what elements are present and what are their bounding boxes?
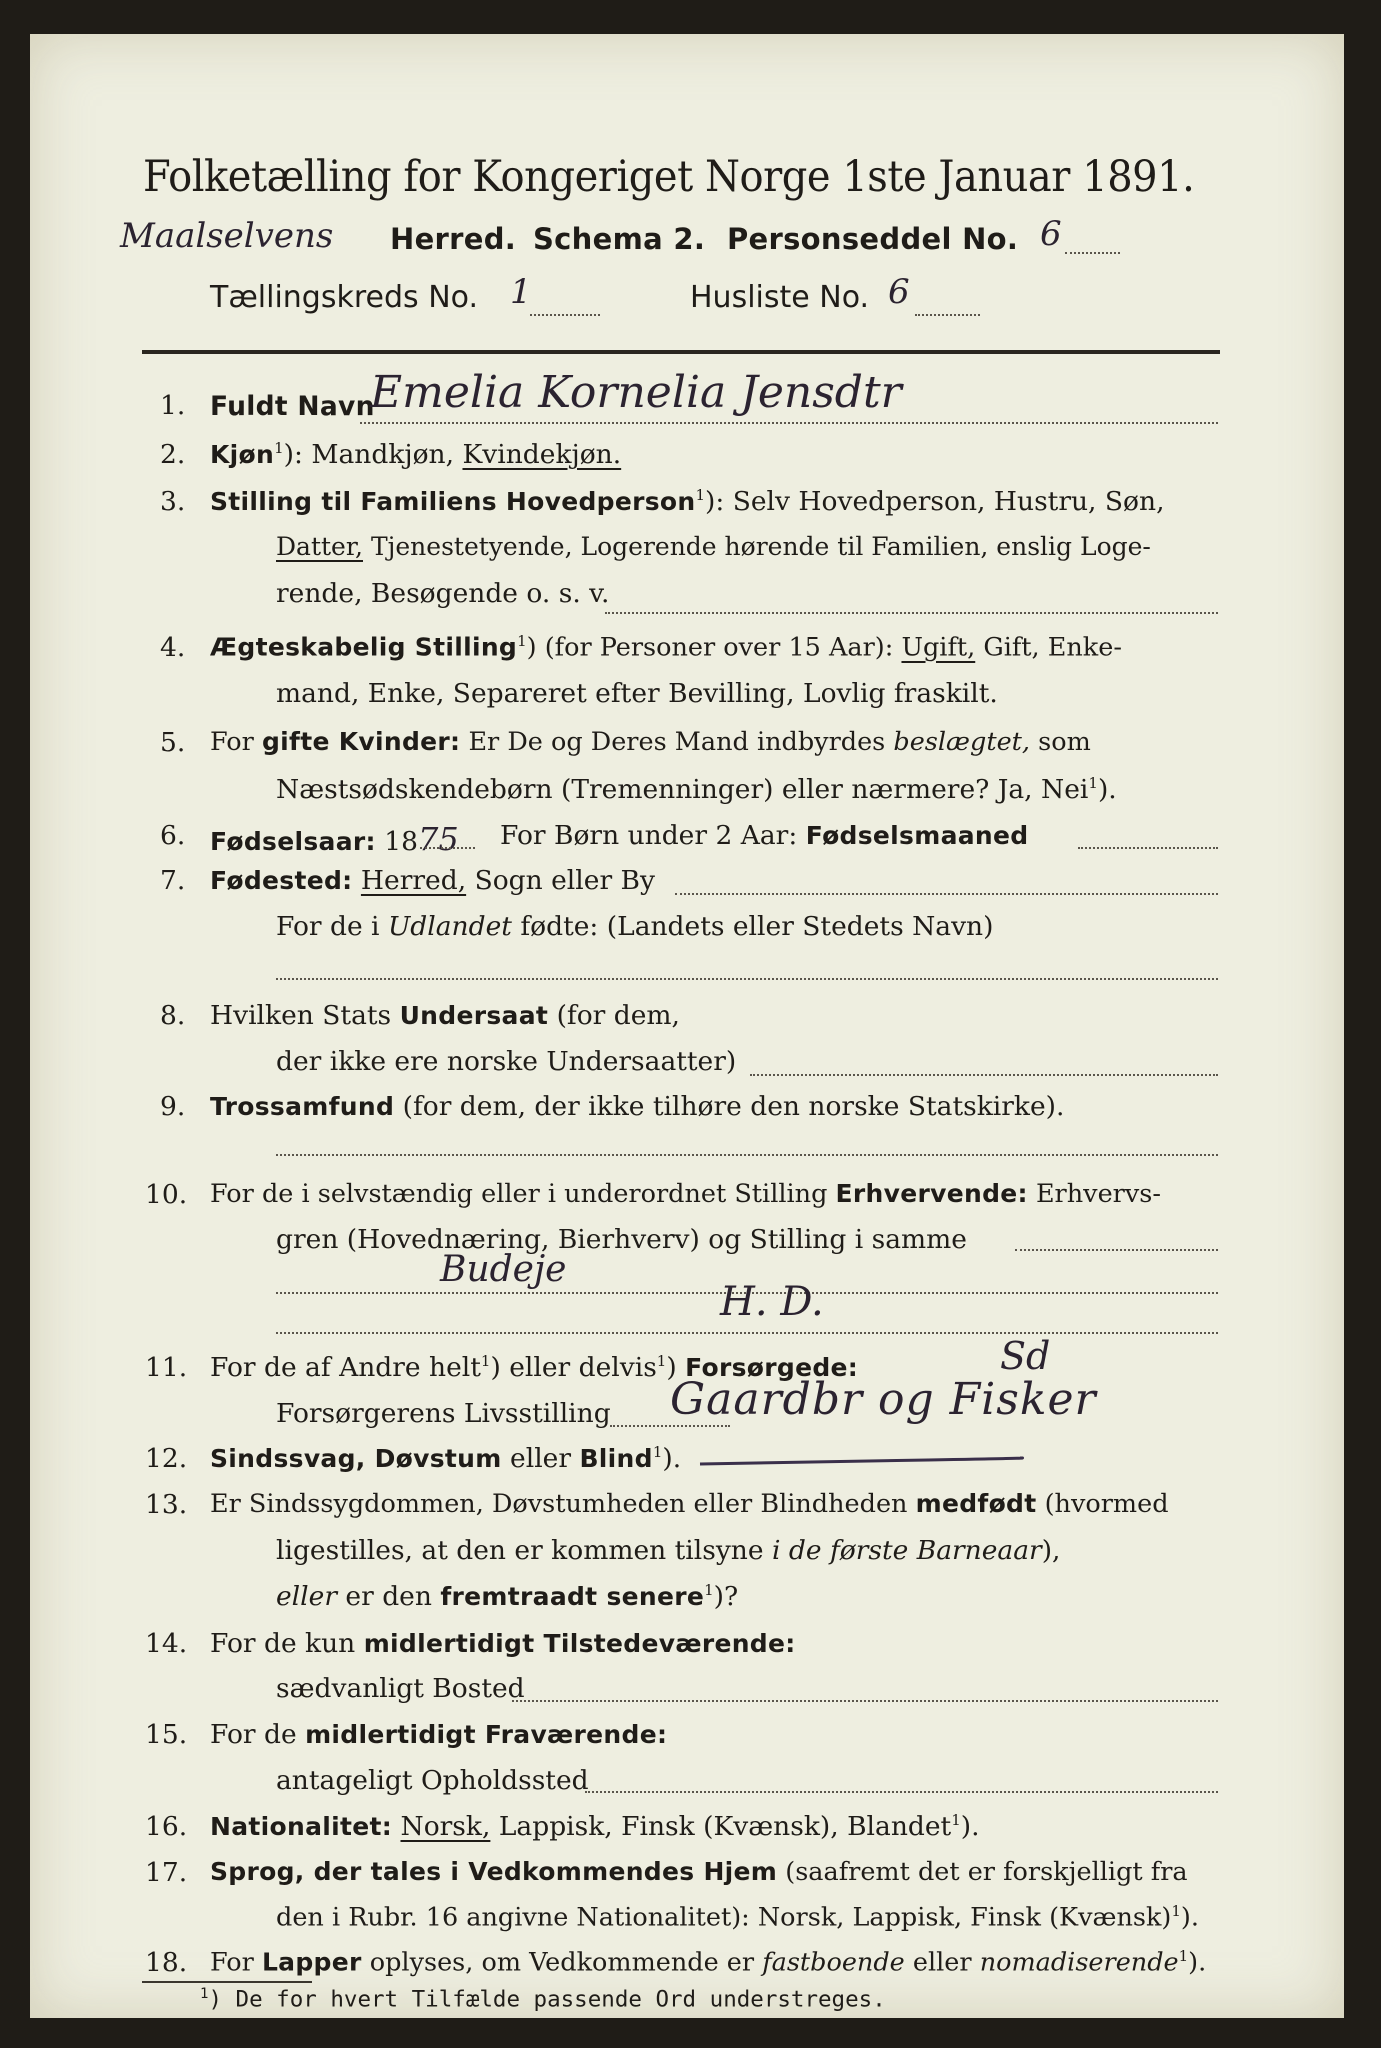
personseddel-handwritten-value: 6 xyxy=(1040,214,1062,254)
q5-line2 xyxy=(276,774,1117,805)
q10-occupation-answer-2: H. D. xyxy=(720,1279,824,1325)
q18-line xyxy=(210,1947,1206,1978)
q13-line1 xyxy=(210,1489,1169,1519)
q5-line2-sup: 1 xyxy=(1088,774,1098,793)
q13-line2-a: ligestilles, at den er kommen tilsyne xyxy=(276,1535,764,1566)
q5-line2-text: Næstsødskendebørn (Tremenninger) eller nærmere? Ja, Nei xyxy=(276,774,1089,805)
q11-sup1: 1 xyxy=(480,1352,491,1371)
q11-dots xyxy=(610,1425,730,1427)
q15-bold: midlertidigt Fraværende: xyxy=(305,1720,668,1749)
q7-herred-underlined: Herred, xyxy=(360,865,467,896)
q4-ugift-underlined: Ugift, xyxy=(901,632,976,663)
q17-line1 xyxy=(210,1857,1188,1887)
q3-line1 xyxy=(210,486,1165,517)
taellingskreds-dots xyxy=(530,314,600,316)
q18-a: For xyxy=(210,1947,254,1978)
footnote-sup: 1 xyxy=(200,1986,209,2002)
q18-c: eller xyxy=(912,1947,972,1978)
q3-line2 xyxy=(276,532,1151,561)
q5-line2-end: ). xyxy=(1097,774,1117,805)
q10-line4-dots xyxy=(276,1332,1218,1334)
q4-line1-end: Gift, Enke- xyxy=(983,632,1122,663)
q12-mid: eller xyxy=(510,1443,572,1474)
q5-number: 5. xyxy=(160,727,186,758)
q8-line2: der ikke ere norske Undersaatter) xyxy=(276,1046,737,1077)
q6-prefix: 18 xyxy=(384,826,418,857)
q10-line1-a: For de i selvstændig eller i underordnet Stilling xyxy=(210,1179,828,1209)
q13-line2-italic: i de første Barneaar xyxy=(771,1535,1042,1566)
q7-line1 xyxy=(210,865,655,896)
q12-number: 12. xyxy=(145,1443,188,1474)
footnote-text: ) De for hvert Tilfælde passende Ord understreges. xyxy=(208,1986,886,2013)
q8-number: 8. xyxy=(160,1000,186,1031)
q7-line2-b: fødte: (Landets eller Stedets Navn) xyxy=(520,911,994,942)
q10-line1 xyxy=(210,1179,1161,1209)
q16-bold: Nationalitet: xyxy=(210,1812,393,1841)
q15-line1 xyxy=(210,1719,667,1750)
q7-udlandet-italic: Udlandet xyxy=(387,911,512,942)
q10-number: 10. xyxy=(145,1179,188,1210)
q14-line1-a: For de kun xyxy=(210,1628,356,1659)
q11-forsorgede: Forsørgede: xyxy=(685,1353,859,1382)
q7-number: 7. xyxy=(160,865,186,896)
q7-blank-dots xyxy=(276,978,1218,980)
q11-sup2: 1 xyxy=(656,1352,667,1371)
q6-mid-line xyxy=(500,820,1028,851)
q10-line2: gren (Hovednæring, Bierhverv) og Stilling i samme xyxy=(276,1224,967,1255)
q6-year-dots xyxy=(420,847,475,849)
q11-line1-b: ) eller delvis xyxy=(490,1352,657,1383)
q6-number: 6. xyxy=(160,820,186,851)
q5-line1-b: Er De og Deres Mand indbyrdes xyxy=(468,727,886,757)
herred-label: Herred. xyxy=(390,222,517,256)
q9-blank-dots xyxy=(276,1154,1218,1156)
herred-handwritten-value: Maalselvens xyxy=(120,216,334,256)
q8-line1-a: Hvilken Stats xyxy=(210,1000,392,1031)
q2-sup: 1 xyxy=(274,439,284,458)
q15-line2: antageligt Opholdssted xyxy=(276,1765,589,1796)
q13-line1-a: Er Sindssygdommen, Døvstumheden eller Blindheden xyxy=(210,1489,908,1519)
q13-line3-b: )? xyxy=(713,1581,739,1612)
q3-line1-rest: ): Selv Hovedperson, Hustru, Søn, xyxy=(705,486,1165,517)
q13-line3-a: er den xyxy=(345,1581,432,1612)
q12-bold: Sindssvag, Døvstum xyxy=(210,1444,502,1473)
q16-norsk-underlined: Norsk, xyxy=(400,1811,491,1842)
q7-dots xyxy=(675,893,1218,895)
q17-bold: Sprog, der tales i Vedkommendes Hjem xyxy=(210,1857,778,1886)
q7-rest: Sogn eller By xyxy=(474,865,655,896)
q4-label: Ægteskabelig Stilling xyxy=(210,632,518,662)
q16-end: ). xyxy=(960,1811,980,1842)
q12-handwritten-stroke xyxy=(698,1434,1028,1474)
personseddel-label: Personseddel No. xyxy=(727,222,1019,256)
q9-line xyxy=(210,1091,1064,1122)
q2-line xyxy=(210,439,621,470)
q2-number: 2. xyxy=(160,439,186,470)
q14-dots xyxy=(512,1700,1218,1702)
husliste-handwritten-value: 6 xyxy=(888,272,910,312)
q8-undersaat: Undersaat xyxy=(399,1001,549,1030)
q8-line1-b: (for dem, xyxy=(556,1000,680,1031)
q16-number: 16. xyxy=(145,1811,188,1842)
q1-number: 1. xyxy=(160,390,186,421)
q13-sup: 1 xyxy=(704,1581,714,1600)
q3-line2-rest: Tjenestetyende, Logerende hørende til Familien, enslig Loge- xyxy=(370,532,1151,561)
q8-dots xyxy=(750,1074,1218,1076)
husliste-dots xyxy=(915,314,980,316)
q10-line1-b: Erhvervs- xyxy=(1035,1179,1161,1209)
q2-rest: ): Mandkjøn, xyxy=(283,439,455,470)
q17-line2-end: ). xyxy=(1180,1902,1199,1933)
q2-kvindekjon-underlined: Kvindekjøn. xyxy=(462,439,622,470)
q9-trossamfund: Trossamfund xyxy=(210,1092,395,1121)
q6-mid: For Børn under 2 Aar: xyxy=(500,820,798,851)
q11-line1-a: For de af Andre helt xyxy=(210,1352,481,1383)
q3-datter-underlined: Datter, xyxy=(276,532,363,561)
q17-line1-rest: (saafremt det er forskjelligt fra xyxy=(785,1857,1188,1887)
q18-nomadiserende: nomadiserende xyxy=(979,1947,1179,1978)
schema-label: Schema 2. xyxy=(533,222,706,256)
q16-rest: Lappisk, Finsk (Kvænsk), Blandet xyxy=(498,1811,952,1842)
q3-dots xyxy=(605,612,1218,614)
q6-line xyxy=(210,820,459,858)
q17-line2-text: den i Rubr. 16 angivne Nationalitet): Norsk, Lappisk, Finsk (Kvænsk) xyxy=(276,1902,1172,1933)
q7-line2 xyxy=(276,911,993,942)
q15-number: 15. xyxy=(145,1719,188,1750)
q3-sup: 1 xyxy=(695,486,706,505)
q2-label: Kjøn xyxy=(210,440,275,469)
q14-line2: sædvanligt Bosted xyxy=(276,1673,525,1704)
q18-end: ). xyxy=(1188,1947,1207,1978)
q6-fodselsmaaned: Fødselsmaaned xyxy=(805,821,1029,850)
q18-lapper: Lapper xyxy=(261,1947,362,1977)
footnote xyxy=(200,1986,886,2013)
q18-b: oplyses, om Vedkommende er xyxy=(369,1947,755,1978)
q11-answer-fragment: Sd xyxy=(1000,1334,1051,1378)
q15-line1-a: For de xyxy=(210,1719,297,1750)
q5-line1-c: som xyxy=(1038,727,1091,757)
q10-line2-dots xyxy=(1015,1249,1218,1251)
q12-line xyxy=(210,1443,681,1474)
q5-line1-italic: beslægtet, xyxy=(893,727,1031,757)
q12-blind: Blind xyxy=(579,1444,653,1473)
q18-number: 18. xyxy=(145,1947,188,1978)
q12-end: ). xyxy=(662,1443,682,1474)
form-title: Folketælling for Kongeriget Norge 1ste Januar 1891. xyxy=(143,152,1195,202)
q9-rest: (for dem, der ikke tilhøre den norske Statskirke). xyxy=(402,1091,1065,1122)
q13-number: 13. xyxy=(145,1489,188,1520)
q7-line2-a: For de i xyxy=(276,911,380,942)
q10-occupation-answer: Budeje xyxy=(440,1249,567,1290)
q11-line1-c: ) xyxy=(666,1352,677,1383)
q4-number: 4. xyxy=(160,632,186,663)
q17-sup: 1 xyxy=(1171,1902,1181,1920)
taellingskreds-handwritten-value: 1 xyxy=(510,272,532,312)
q14-line1 xyxy=(210,1628,796,1659)
q8-line1 xyxy=(210,1000,680,1031)
q14-number: 14. xyxy=(145,1628,188,1659)
q6-label: Fødselsaar: xyxy=(210,827,376,856)
q4-line2: mand, Enke, Separeret efter Bevilling, Lovlig fraskilt. xyxy=(276,678,998,709)
q17-line2 xyxy=(276,1902,1199,1933)
footnote-rule xyxy=(142,1981,312,1983)
q16-line xyxy=(210,1811,980,1842)
q5-line1 xyxy=(210,727,1091,757)
q6-year-handwritten: 75 xyxy=(417,820,459,858)
personseddel-dots xyxy=(1065,252,1120,254)
q4-line1 xyxy=(210,632,1122,663)
q13-line3 xyxy=(276,1581,738,1612)
q1-label: Fuldt Navn xyxy=(210,391,375,422)
q11-provider-answer: Gaardbr og Fisker xyxy=(670,1374,1097,1425)
q18-fastboende: fastboende xyxy=(762,1947,905,1978)
q16-sup: 1 xyxy=(951,1811,961,1830)
q6-dots xyxy=(1078,847,1218,849)
q11-number: 11. xyxy=(145,1352,188,1383)
q18-sup: 1 xyxy=(1178,1947,1189,1965)
q14-bold: midlertidigt Tilstedeværende: xyxy=(363,1629,796,1658)
q5-line1-bold: gifte Kvinder: xyxy=(261,727,461,756)
q4-sup: 1 xyxy=(517,632,527,650)
q1-name-answer: Emelia Kornelia Jensdtr xyxy=(370,367,902,418)
q11-line2: Forsørgerens Livsstilling xyxy=(276,1398,611,1429)
census-form-sheet xyxy=(30,34,1344,2018)
q13-line2-b: ), xyxy=(1041,1535,1061,1566)
q1-dots xyxy=(360,422,1218,424)
q7-label: Fødested: xyxy=(210,866,353,895)
header-rule xyxy=(142,350,1220,354)
q13-line3-italic: eller xyxy=(276,1581,337,1612)
q17-number: 17. xyxy=(145,1857,188,1888)
q10-erhvervende: Erhvervende: xyxy=(835,1179,1028,1208)
q13-fremtraadt: fremtraadt senere xyxy=(440,1582,705,1611)
husliste-label: Husliste No. xyxy=(690,280,870,315)
q3-line3: rende, Besøgende o. s. v. xyxy=(276,578,610,609)
q9-number: 9. xyxy=(160,1091,186,1122)
q12-sup: 1 xyxy=(652,1443,663,1462)
q3-label: Stilling til Familiens Hovedperson xyxy=(210,487,696,516)
taellingskreds-label: Tællingskreds No. xyxy=(210,280,478,315)
q4-line1-rest: ) (for Personer over 15 Aar): xyxy=(526,632,894,663)
q15-dots xyxy=(585,1791,1218,1793)
q13-line1-b: (hvormed xyxy=(1044,1489,1169,1519)
q13-line2 xyxy=(276,1535,1060,1566)
q5-line1-a: For xyxy=(210,727,254,757)
q13-medfodt: medfødt xyxy=(915,1489,1037,1518)
q3-number: 3. xyxy=(160,486,186,517)
